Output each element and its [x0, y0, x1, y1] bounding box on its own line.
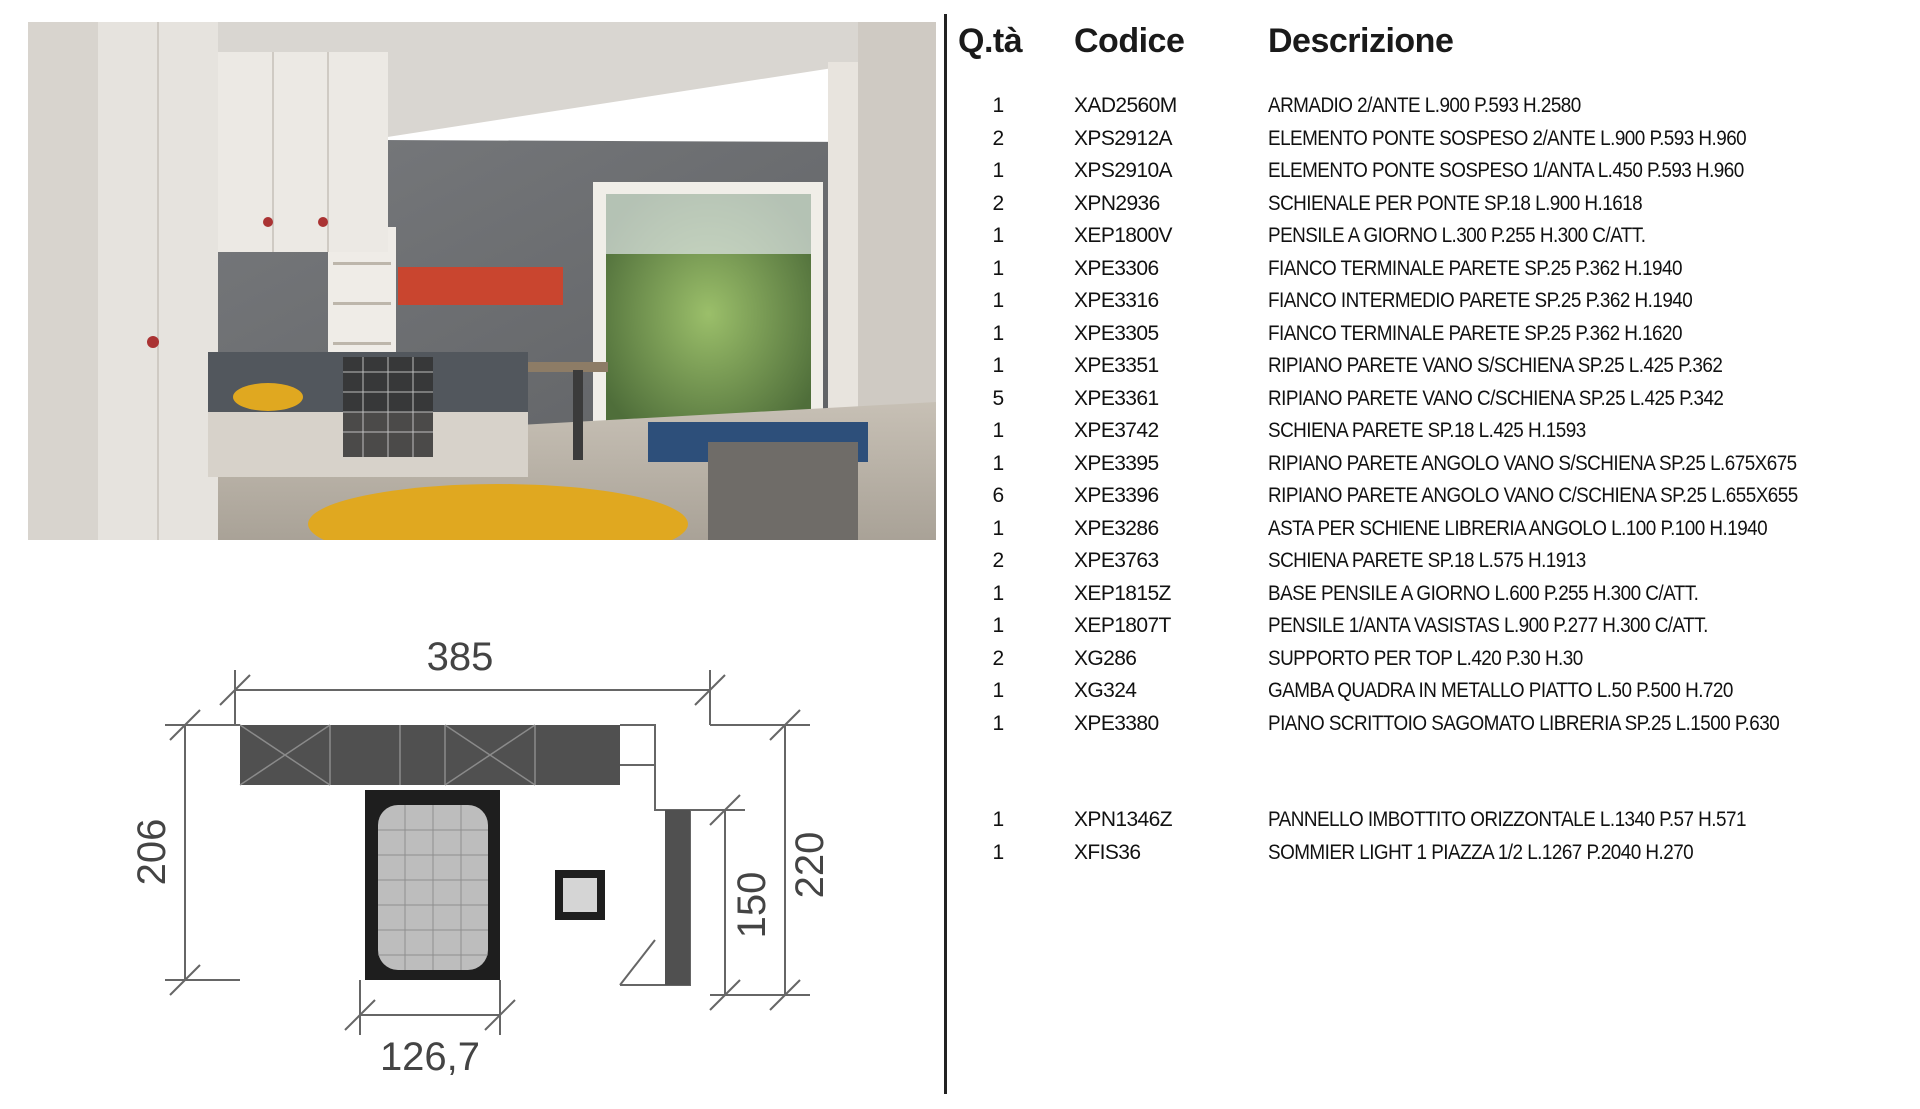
row-code: XPN1346Z [1074, 808, 1172, 831]
row-qty: 1 [992, 679, 1004, 702]
row-description: FIANCO TERMINALE PARETE SP.25 P.362 H.1620 [1268, 321, 1682, 345]
row-description: GAMBA QUADRA IN METALLO PIATTO L.50 P.500 H.720 [1268, 679, 1733, 702]
row-qty: 1 [992, 354, 1004, 377]
row-description: FIANCO TERMINALE PARETE SP.25 P.362 H.1940 [1268, 256, 1682, 280]
row-code: XG324 [1074, 679, 1137, 702]
table-row [958, 224, 1908, 257]
row-code: XPE3380 [1074, 711, 1159, 735]
table-row [958, 841, 1908, 874]
table-row [958, 159, 1908, 192]
row-description: RIPIANO PARETE ANGOLO VANO C/SCHIENA SP.25 L.655X655 [1268, 484, 1798, 507]
table-row [958, 647, 1908, 680]
row-description: RIPIANO PARETE VANO S/SCHIENA SP.25 L.425 P.362 [1268, 354, 1723, 377]
row-code: XPE3316 [1074, 289, 1159, 312]
row-qty: 1 [992, 614, 1004, 637]
row-code: XPN2936 [1074, 191, 1160, 215]
row-description: ASTA PER SCHIENE LIBRERIA ANGOLO L.100 P.100 H.1940 [1268, 516, 1768, 540]
row-qty: 2 [992, 191, 1004, 215]
table-row [958, 614, 1908, 647]
table-row [958, 582, 1908, 615]
row-qty: 1 [992, 256, 1004, 280]
row-code: XEP1800V [1074, 224, 1172, 247]
row-qty: 1 [992, 516, 1004, 540]
row-description: ELEMENTO PONTE SOSPESO 2/ANTE L.900 P.593 H.960 [1268, 126, 1747, 150]
row-code: XPE3351 [1074, 354, 1159, 377]
row-qty: 6 [992, 484, 1004, 507]
row-description: FIANCO INTERMEDIO PARETE SP.25 P.362 H.1940 [1268, 289, 1693, 312]
row-code: XPE3396 [1074, 484, 1159, 507]
plan-dim-inner: 150 [730, 871, 774, 939]
row-code: XPE3763 [1074, 549, 1159, 572]
row-code: XPE3306 [1074, 256, 1159, 280]
header-description: Descrizione [1268, 22, 1454, 60]
row-code: XFIS36 [1074, 840, 1141, 864]
room-photo [28, 22, 936, 540]
header-code: Codice [1074, 22, 1185, 60]
table-row [958, 679, 1908, 712]
row-gap [958, 744, 1908, 808]
plan-dim-height-right: 220 [788, 831, 832, 899]
table-row [958, 127, 1908, 160]
row-qty: 2 [992, 549, 1004, 572]
row-code: XEP1815Z [1074, 581, 1171, 605]
row-qty: 2 [992, 126, 1004, 150]
plan-dim-width: 385 [426, 635, 494, 679]
row-qty: 5 [992, 386, 1004, 410]
row-code: XPE3742 [1074, 419, 1159, 442]
table-row [958, 354, 1908, 387]
row-description: RIPIANO PARETE VANO C/SCHIENA SP.25 L.425 P.342 [1268, 386, 1724, 410]
row-qty: 1 [992, 419, 1004, 442]
table-row [958, 387, 1908, 420]
row-qty: 1 [992, 94, 1004, 117]
row-description: ELEMENTO PONTE SOSPESO 1/ANTA L.450 P.593 H.960 [1268, 159, 1744, 182]
row-description: ARMADIO 2/ANTE L.900 P.593 H.2580 [1268, 94, 1581, 117]
row-code: XPE3361 [1074, 386, 1159, 410]
row-description: RIPIANO PARETE ANGOLO VANO S/SCHIENA SP.25 L.675X675 [1268, 451, 1797, 475]
row-code: XPS2912A [1074, 126, 1172, 150]
row-qty: 1 [992, 808, 1004, 831]
row-qty: 2 [992, 646, 1004, 670]
row-qty: 1 [992, 289, 1004, 312]
row-code: XPE3395 [1074, 451, 1159, 475]
floor-plan [120, 630, 840, 1080]
table-row [958, 484, 1908, 517]
table-row [958, 712, 1908, 745]
table-row [958, 94, 1908, 127]
row-description: BASE PENSILE A GIORNO L.600 P.255 H.300 C/ATT. [1268, 581, 1699, 605]
table-row [958, 257, 1908, 290]
row-description: SOMMIER LIGHT 1 PIAZZA 1/2 L.1267 P.2040 H.270 [1268, 840, 1694, 864]
row-qty: 1 [992, 224, 1004, 247]
row-code: XPS2910A [1074, 159, 1172, 182]
row-description: PANNELLO IMBOTTITO ORIZZONTALE L.1340 P.57 H.571 [1268, 808, 1746, 831]
header-qty: Q.tà [958, 22, 1023, 60]
row-code: XPE3305 [1074, 321, 1159, 345]
table-body [958, 94, 1908, 873]
row-code: XEP1807T [1074, 614, 1171, 637]
table-row [958, 549, 1908, 582]
table-row [958, 419, 1908, 452]
row-code: XG286 [1074, 646, 1137, 670]
row-description: SCHIENA PARETE SP.18 L.425 H.1593 [1268, 419, 1586, 442]
row-description: SCHIENA PARETE SP.18 L.575 H.1913 [1268, 549, 1586, 572]
table-header [958, 20, 1908, 94]
row-description: PIANO SCRITTOIO SAGOMATO LIBRERIA SP.25 L.1500 P.630 [1268, 711, 1780, 735]
row-qty: 1 [992, 451, 1004, 475]
row-description: SUPPORTO PER TOP L.420 P.30 H.30 [1268, 646, 1583, 670]
plan-dim-height-left: 206 [130, 818, 174, 886]
row-description: PENSILE 1/ANTA VASISTAS L.900 P.277 H.300 C/ATT. [1268, 614, 1708, 637]
row-description: PENSILE A GIORNO L.300 P.255 H.300 C/ATT. [1268, 224, 1646, 247]
plan-dim-bottom: 126,7 [379, 1035, 481, 1079]
component-table [958, 20, 1908, 873]
table-row [958, 192, 1908, 225]
row-qty: 1 [992, 711, 1004, 735]
row-qty: 1 [992, 321, 1004, 345]
table-row [958, 289, 1908, 322]
table-row [958, 517, 1908, 550]
row-qty: 1 [992, 840, 1004, 864]
table-row [958, 452, 1908, 485]
vertical-divider [944, 14, 947, 1094]
row-qty: 1 [992, 581, 1004, 605]
table-row [958, 322, 1908, 355]
row-code: XPE3286 [1074, 516, 1159, 540]
row-code: XAD2560M [1074, 94, 1177, 117]
table-row [958, 808, 1908, 841]
row-description: SCHIENALE PER PONTE SP.18 L.900 H.1618 [1268, 191, 1643, 215]
row-qty: 1 [992, 159, 1004, 182]
